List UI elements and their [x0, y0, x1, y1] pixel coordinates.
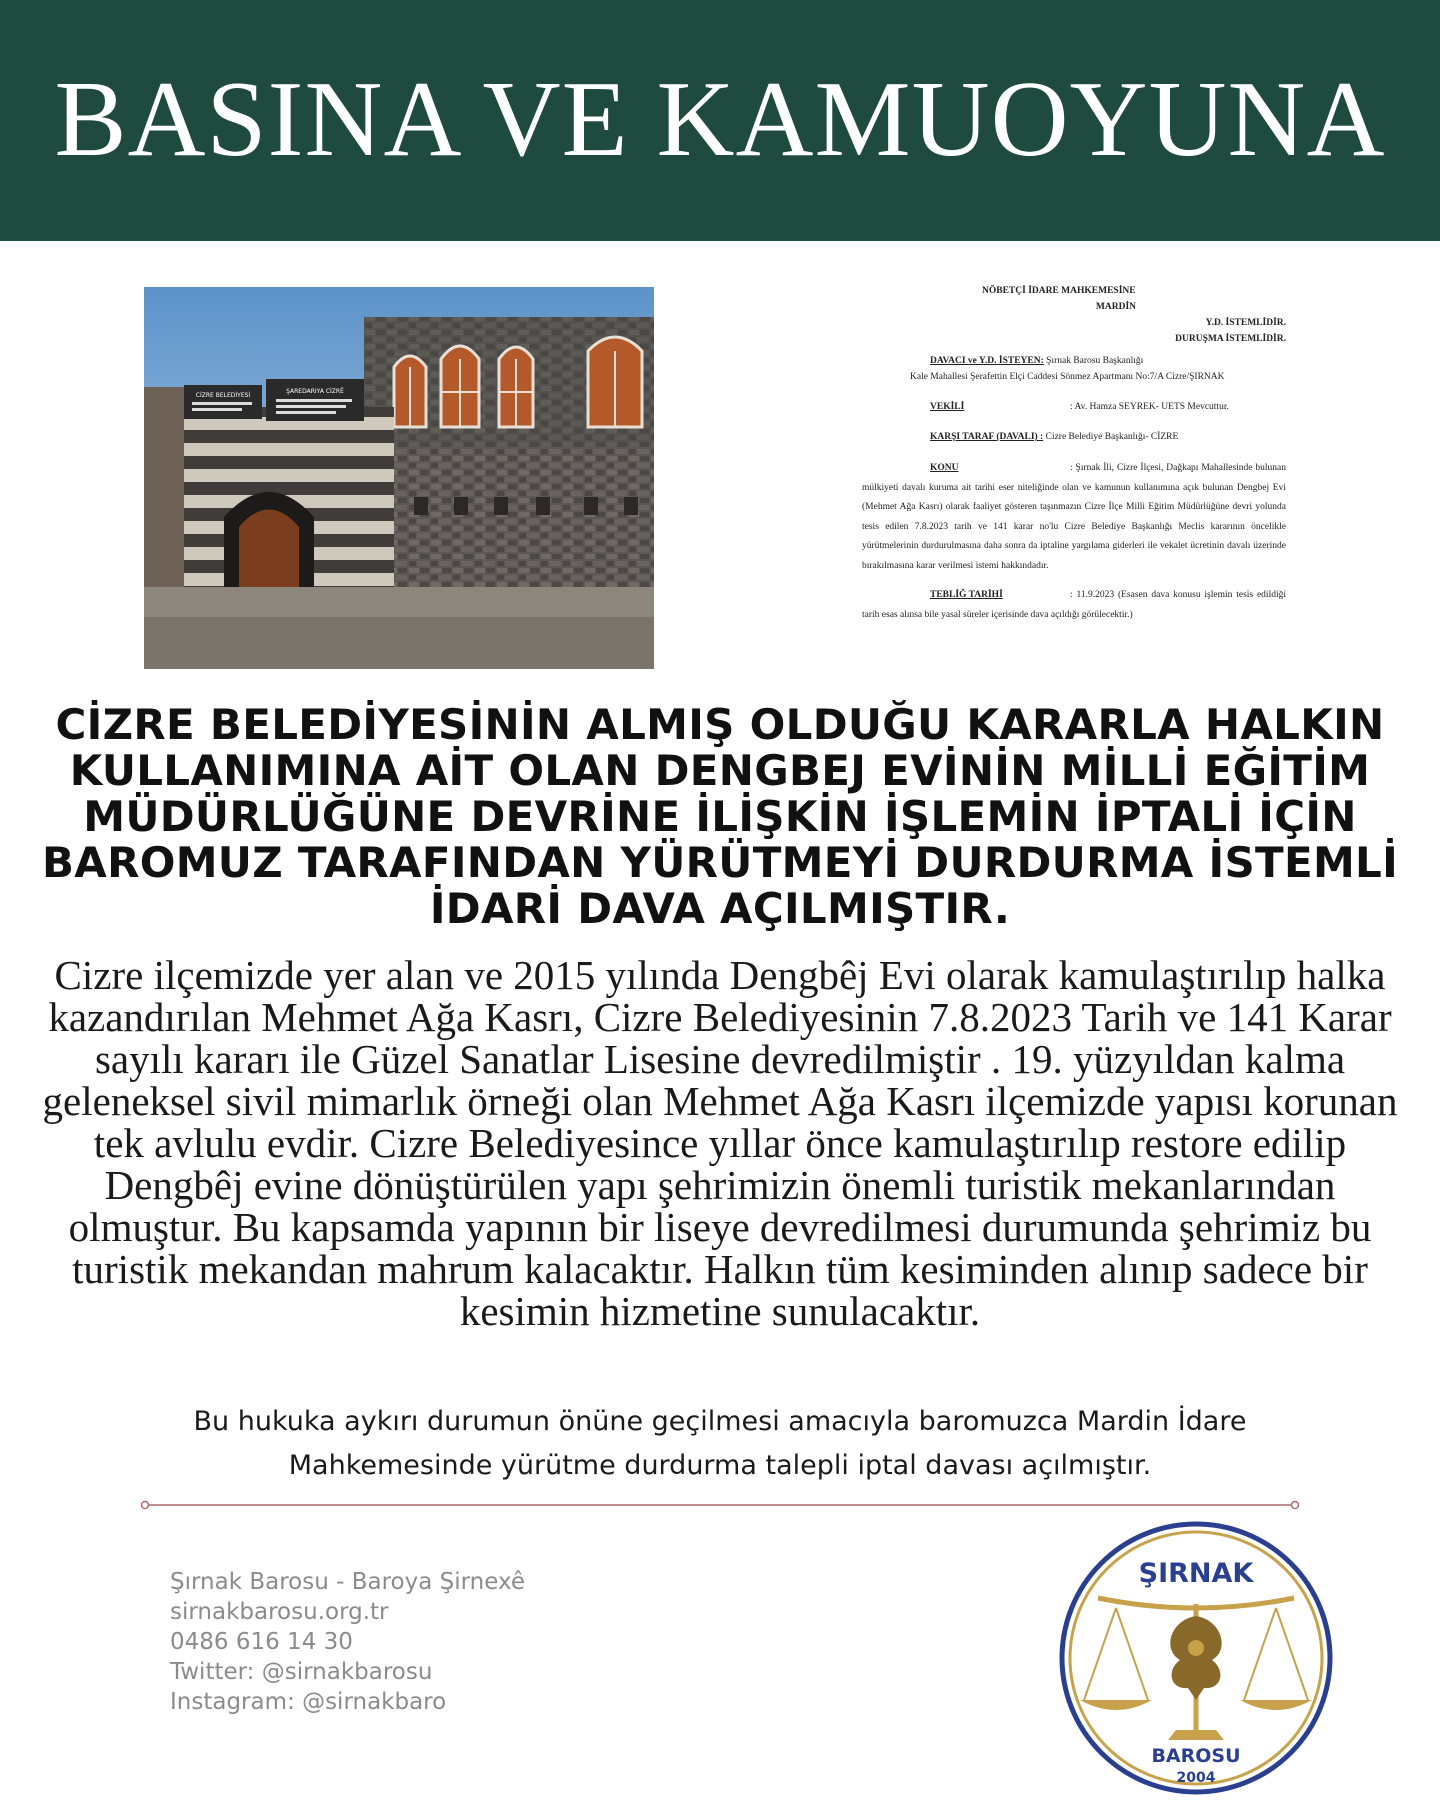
logo-top-text: ŞIRNAK [1138, 1558, 1254, 1589]
logo-bottom-text: BAROSU [1151, 1745, 1241, 1767]
plaintiff-label: DAVACI ve Y.D. İSTEYEN: [930, 356, 1044, 366]
attorney-label: VEKİLİ [930, 402, 965, 412]
plaintiff-address: Kale Mahallesi Şerafettin Elçi Caddesi Sönmez Apartmanı No:7/A Cizre/ŞIRNAK [910, 372, 1225, 382]
contact-website[interactable]: sirnakbarosu.org.tr [170, 1599, 389, 1625]
defendant-label: KARŞI TARAF (DAVALI) : [930, 432, 1044, 442]
notice-value: : 11.9.2023 (Esasen dava konusu işlemin tesis edildiği tarih esas alınsa bile yasal süreler içerisinde dava açıldığı görülecektir.) [862, 590, 1286, 620]
body-paragraph: Cizre ilçemizde yer alan ve 2015 yılında Dengbêj Evi olarak kamulaştırılıp halka kazandırılan Mehmet Ağa Kasrı, Cizre Belediyesinin 7.8.2023 Tarih ve 141 Karar sayılı kararı ile Güzel Sanatlar Lisesine devredilmiştir . 19. yüzyıldan kalma geleneksel sivil mimarlık örneği olan Mehmet Ağa Kasrı ilçemizde yapısı korunan tek avlulu evdir. Cizre Belediyesince yıllar önce kamulaştırılıp restore edilip Dengbêj evine dönüştürülen yapı şehrimizin önemli turistik mekanlarından olmuştur. Bu kapsamda yapının bir liseye devredilmesi durumunda şehrimiz bu turistik mekandan mahrum kalacaktır. Halkın tüm kesiminden alınıp sadece bir kesimin hizmetine sunulacaktır. [42, 952, 1398, 1334]
contact-twitter[interactable]: Twitter: @sirnakbarosu [170, 1659, 433, 1685]
petition-hearing: DURUŞMA İSTEMLİDİR. [1175, 334, 1286, 344]
subject-value: : Şırnak İli, Cizre İlçesi, Dağkapı Mahallesinde bulunan mülkiyeti davalı kuruma ait tarihi eser niteliğinde olan ve kamunun kullanımına açık bulunan Dengbej Evi (Mehmet Ağa Kasrı) olarak faaliyet gösteren taşınmazın Cizre İlçe Milli Eğitim Müdürlüğüne devri yolunda tesis edilen 7.8.2023 tarih ve 141 karar no'lu Cizre Belediye Başkanlığı Meclis kararının öncelikle yürütmelerinin durdurulmasına daha sonra da iptaline yargılama giderleri ile vekalet ücretinin davalı üzerinde bırakılmasına karar verilmesi istemi hakkındadır. [862, 463, 1286, 571]
sign-right: ŞAREDARIYA CİZRÊ [286, 388, 344, 395]
contact-name: Şırnak Barosu - Baroya Şirnexê [170, 1569, 526, 1595]
attorney-value: : Av. Hamza SEYREK- UETS Mevcuttur. [1070, 402, 1229, 412]
petition-yd: Y.D. İSTEMLİDİR. [1205, 318, 1286, 328]
header-banner [0, 0, 1440, 241]
logo-year: 2004 [1176, 1770, 1216, 1786]
contact-instagram[interactable]: Instagram: @sirnakbaro [170, 1689, 447, 1715]
defendant-value: Cizre Belediye Başkanlığı- CİZRE [1045, 432, 1179, 442]
plaintiff-value: Şırnak Barosu Başkanlığı [1046, 356, 1144, 366]
contact-block [170, 1567, 690, 1717]
petition-court: NÖBETÇİ İDARE MAHKEMESİNE [982, 286, 1136, 296]
contact-phone: 0486 616 14 30 [170, 1629, 353, 1655]
closing-note: Bu hukuka aykırı durumun önüne geçilmesi amacıyla baromuzca Mardin İdare Mahkemesinde yürütme durdurma talepli iptal davası açılmıştır. [193, 1406, 1247, 1481]
notice-label: TEBLİĞ TARİHİ [930, 590, 1003, 600]
building-photo [144, 287, 654, 669]
headline: CİZRE BELEDİYESİNİN ALMIŞ OLDUĞU KARARLA HALKIN KULLANIMINA AİT OLAN DENGBEJ EVİNİN MİLLİ EĞİTİM MÜDÜRLÜĞÜNE DEVRİNE İLİŞKİN İŞLEMİN İPTALİ İÇİN BAROMUZ TARAFINDAN YÜRÜTMEYİ DURDURMA İSTEMLİ İDARİ DAVA AÇILMIŞTIR. [41, 700, 1399, 933]
sign-left: CİZRE BELEDİYESİ [195, 392, 251, 399]
page-title: BASINA VE KAMUOYUNA [54, 60, 1386, 179]
divider-line [140, 1500, 1300, 1510]
petition-excerpt [862, 283, 1286, 625]
building-illustration [144, 287, 654, 669]
bar-association-logo [1058, 1520, 1334, 1796]
subject-label: KONU [930, 463, 959, 473]
petition-city: MARDİN [1095, 302, 1136, 312]
